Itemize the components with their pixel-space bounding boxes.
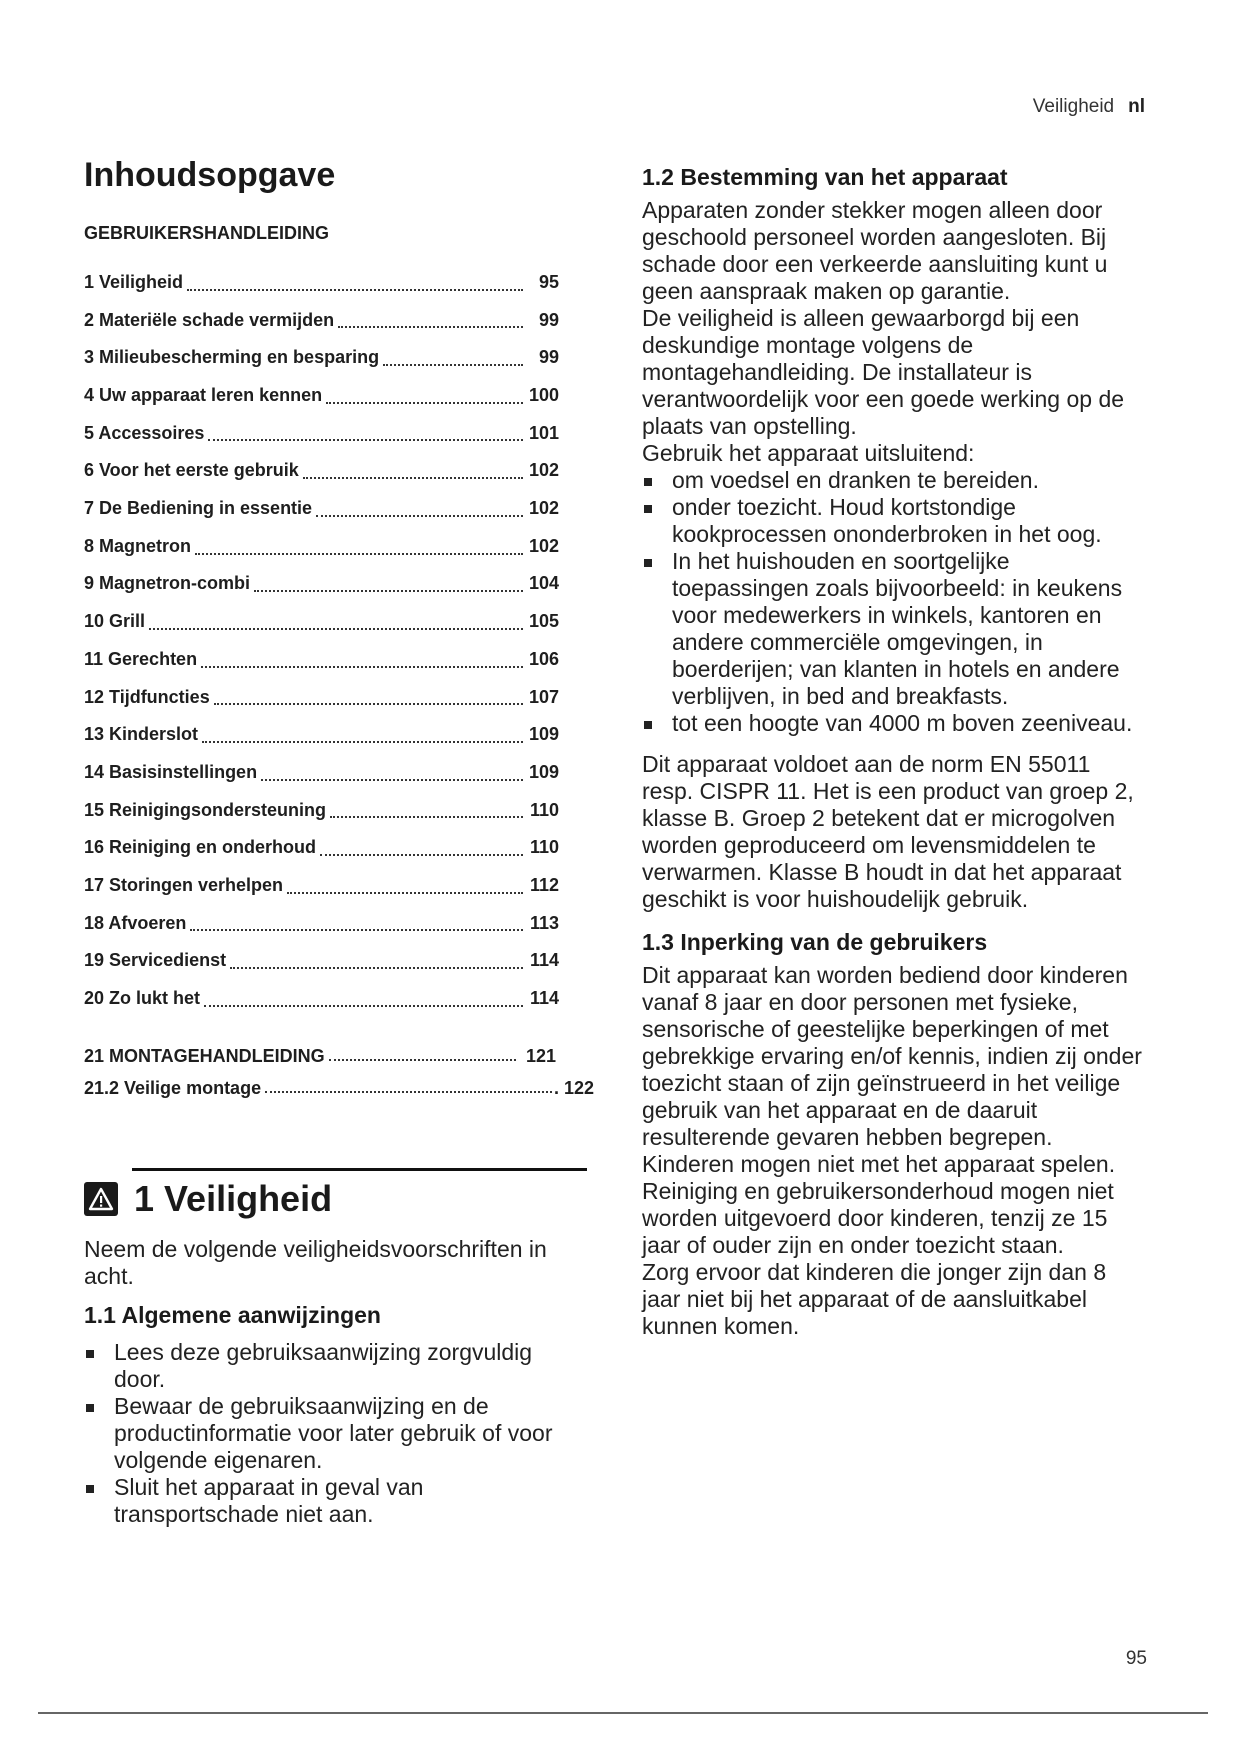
section-rule (132, 1168, 587, 1171)
list-item: In het huishouden en soortgelijke toepassingen zoals bijvoorbeeld: in keukens voor medewerkers in winkels, kantoren en andere commerciële omgevingen, in boerderijen; van klanten in hotels en andere verblijven, in bed and breakfasts. (642, 548, 1147, 710)
paragraph: Kinderen mogen niet met het apparaat spelen. (642, 1151, 1116, 1177)
toc-item[interactable]: 16 Reiniging en onderhoud 110 (84, 837, 559, 858)
paragraph: Zorg ervoor dat kinderen die jonger zijn dan 8 jaar niet bij het apparaat of de aansluitkabel kunnen komen. (642, 1259, 1107, 1339)
toc-item[interactable]: 11 Gerechten 106 (84, 648, 559, 669)
toc-item[interactable]: 21.2 Veilige montage . 122 (84, 1077, 594, 1098)
toc-list (84, 264, 559, 1018)
toc-item[interactable]: 12 Tijdfuncties 107 (84, 686, 559, 707)
toc-item[interactable]: 18 Afvoeren 113 (84, 912, 559, 933)
header-language: nl (1128, 96, 1145, 117)
list-item: om voedsel en dranken te bereiden. (642, 467, 1147, 494)
header-section: Veiligheid (1032, 96, 1115, 117)
list-item: Bewaar de gebruiksaanwijzing en de productinformatie voor later gebruik of voor volgende eigenaren. (84, 1393, 589, 1474)
toc-item[interactable]: 19 Servicedienst 114 (84, 950, 559, 971)
toc-item[interactable]: 4 Uw apparaat leren kennen 100 (84, 385, 559, 406)
toc-item[interactable]: 10 Grill 105 (84, 611, 559, 632)
paragraph: Gebruik het apparaat uitsluitend: (642, 440, 975, 466)
running-header (900, 96, 1145, 118)
usage-list (642, 467, 1147, 737)
section-1-1-title: 1.1 Algemene aanwijzingen (84, 1302, 381, 1328)
toc-item[interactable]: 8 Magnetron 102 (84, 535, 559, 556)
list-item: tot een hoogte van 4000 m boven zeeniveau. (642, 710, 1147, 737)
right-column (642, 164, 1147, 1340)
toc-column (84, 150, 594, 1104)
toc-item[interactable]: 5 Accessoires 101 (84, 422, 559, 443)
toc-item[interactable]: 6 Voor het eerste gebruik 102 (84, 460, 559, 481)
section-1-3-title: 1.3 Inperking van de gebruikers (642, 929, 988, 955)
toc-title: Inhoudsopgave (84, 156, 336, 194)
section-1-intro: Neem de volgende veiligheidsvoorschriften in acht. (84, 1236, 547, 1289)
paragraph: De veiligheid is alleen gewaarborgd bij een deskundige montage volgens de montagehandleiding. De installateur is verantwoordelijk voor een goede werking op de plaats van opstelling. (642, 305, 1125, 439)
toc-item[interactable]: 7 De Bediening in essentie 102 (84, 498, 559, 519)
toc-item[interactable]: 14 Basisinstellingen 109 (84, 761, 559, 782)
list-item: onder toezicht. Houd kortstondige kookprocessen ononderbroken in het oog. (642, 494, 1147, 548)
list-item: Lees deze gebruiksaanwijzing zorgvuldig door. (84, 1339, 589, 1393)
toc-list-montage (84, 1040, 594, 1104)
paragraph: Dit apparaat voldoet aan de norm EN 55011 resp. CISPR 11. Het is een product van groep 2, klasse B. Groep 2 betekent dat er microgolven worden geproduceerd om levensmiddelen te verwarmen. Klasse B houdt in dat het apparaat geschikt is voor huishoudelijk gebruik. (642, 751, 1134, 912)
paragraph: Dit apparaat kan worden bediend door kinderen vanaf 8 jaar en door personen met fysieke, sensorische of geestelijke beperkingen of met gebrekkige ervaring en/of kennis, indien zij onder toezicht staan of zijn geïnstrueerd in het veilige gebruik van het apparaat en de daaruit resulterende gevaren hebben begrepen. (642, 962, 1142, 1150)
toc-item[interactable]: 2 Materiële schade vermijden 99 (84, 309, 559, 330)
section-1-1-list (84, 1339, 589, 1528)
toc-item[interactable]: 21 MONTAGEHANDLEIDING 121 (84, 1045, 556, 1066)
warning-icon (84, 1182, 118, 1216)
footer-rule (38, 1712, 1208, 1714)
toc-item[interactable]: 9 Magnetron-combi 104 (84, 573, 559, 594)
section-1-heading (84, 1178, 332, 1220)
toc-subtitle: GEBRUIKERSHANDLEIDING (84, 223, 330, 243)
toc-item[interactable]: 3 Milieubescherming en besparing 99 (84, 347, 559, 368)
list-item: Sluit het apparaat in geval van transportschade niet aan. (84, 1474, 589, 1528)
section-1-2-title: 1.2 Bestemming van het apparaat (642, 164, 1008, 190)
toc-item[interactable]: 1 Veiligheid 95 (84, 271, 559, 292)
toc-item[interactable]: 17 Storingen verhelpen 112 (84, 874, 559, 895)
page-number: 95 (1125, 1648, 1147, 1669)
section-1-body (84, 1236, 589, 1528)
toc-item[interactable]: 20 Zo lukt het 114 (84, 988, 559, 1009)
toc-item[interactable]: 13 Kinderslot 109 (84, 724, 559, 745)
toc-item[interactable]: 15 Reinigingsondersteuning 110 (84, 799, 559, 820)
paragraph: Reiniging en gebruikersonderhoud mogen niet worden uitgevoerd door kinderen, tenzij ze 15 jaar of ouder zijn en onder toezicht staan. (642, 1178, 1114, 1258)
section-1-title: 1 Veiligheid (134, 1178, 333, 1219)
paragraph: Apparaten zonder stekker mogen alleen door geschoold personeel worden aangesloten. Bij schade door een verkeerde aansluiting kunt u geen aanspraak maken op garantie. (642, 197, 1108, 304)
